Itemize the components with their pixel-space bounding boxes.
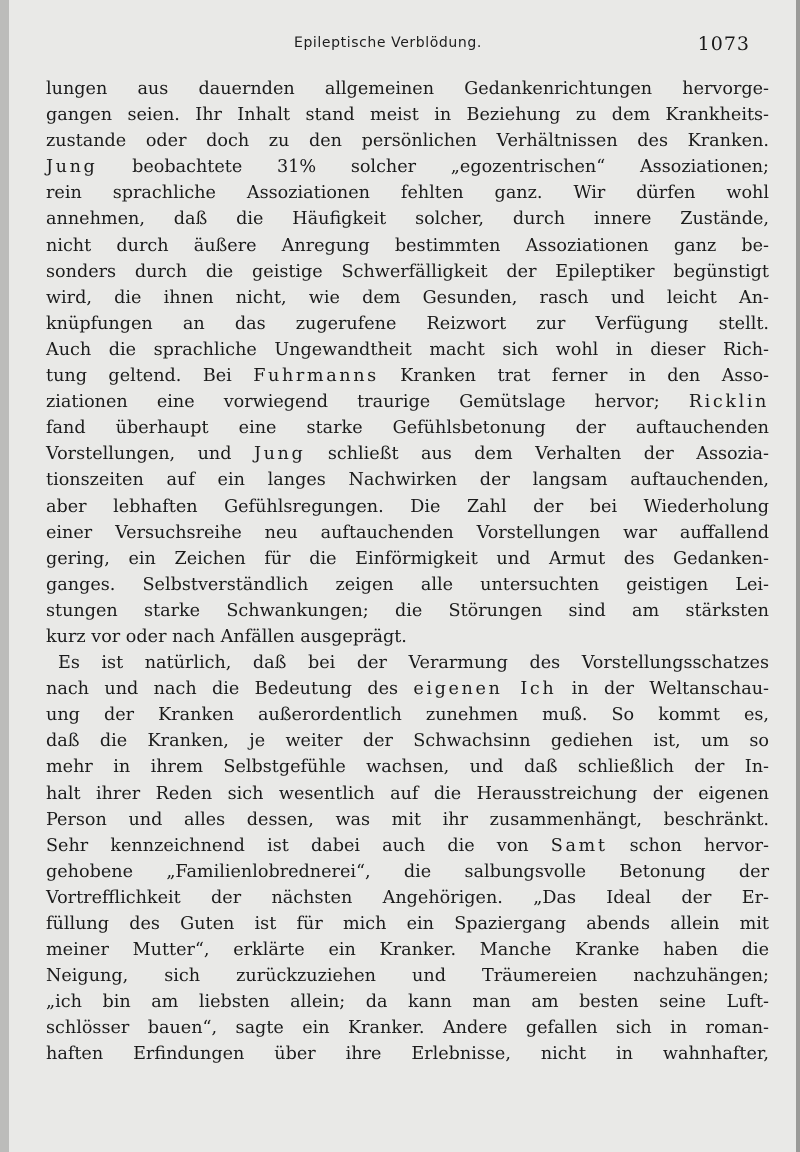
text-line: Neigung, sich zurückzuziehen und Träumereien nachzuhängen;	[46, 966, 769, 987]
spaced-name: Ricklin	[688, 392, 769, 413]
text-line: Sehr kennzeichnend ist dabei auch die von Samt schon hervor-	[46, 835, 769, 856]
text-line: daß die Kranken, je weiter der Schwachsinn gediehen ist, um so	[46, 731, 769, 752]
text-line: „ich bin am liebsten allein; da kann man am besten seine Luft-	[46, 992, 769, 1013]
text-line: nach und nach die Bedeutung des eigenen Ich in der Weltanschau-	[46, 679, 769, 700]
text-line: fand überhaupt eine starke Gefühlsbetonung der auftauchenden	[46, 418, 769, 439]
spaced-name: Fuhrmanns	[253, 366, 379, 387]
text-line: sonders durch die geistige Schwerfälligkeit der Epileptiker begünstigt	[46, 261, 769, 282]
text-line: tung geltend. Bei Fuhrmanns Kranken trat ferner in den Asso-	[46, 366, 769, 387]
text-line: stungen starke Schwankungen; die Störungen sind am stärksten	[46, 600, 769, 621]
text-line: zustande oder doch zu den persönlichen Verhältnissen des Kranken.	[46, 131, 769, 152]
text-line: wird, die ihnen nicht, wie dem Gesunden, rasch und leicht An-	[46, 287, 769, 308]
text-line: ung der Kranken außerordentlich zunehmen muß. So kommt es,	[46, 705, 769, 726]
text-line: tionszeiten auf ein langes Nachwirken der langsam auftauchenden,	[46, 470, 769, 491]
text-line: rein sprachliche Assoziationen fehlten ganz. Wir dürfen wohl	[46, 183, 769, 204]
text-line: aber lebhaften Gefühlsregungen. Die Zahl der bei Wiederholung	[46, 496, 769, 517]
text-line: halt ihrer Reden sich wesentlich auf die Herausstreichung der eigenen	[46, 783, 769, 804]
text-line: gering, ein Zeichen für die Einförmigkeit und Armut des Gedanken-	[46, 548, 769, 569]
text-line: annehmen, daß die Häufigkeit solcher, durch innere Zustände,	[46, 209, 769, 230]
running-title: Epileptische Verblödung.	[294, 35, 482, 51]
paragraph-end-line: kurz vor oder nach Anfällen ausgeprägt.	[46, 626, 407, 647]
text-line: Auch die sprachliche Ungewandtheit macht sich wohl in dieser Rich-	[46, 339, 769, 360]
spaced-name: Samt	[550, 835, 608, 856]
text-line: Vortrefflichkeit der nächsten Angehörigen. „Das Ideal der Er-	[46, 887, 769, 908]
text-line: Jung beobachtete 31% solcher „egozentrischen“ Assoziationen;	[46, 157, 769, 178]
text-line: einer Versuchsreihe neu auftauchenden Vorstellungen war auffallend	[46, 522, 769, 543]
text-line: gehobene „Familienlobrednerei“, die salbungsvolle Betonung der	[46, 861, 769, 882]
text-line: mehr in ihrem Selbstgefühle wachsen, und daß schließlich der In-	[46, 757, 769, 778]
text-line: schlösser bauen“, sagte ein Kranker. Andere gefallen sich in roman-	[46, 1018, 769, 1039]
text-line: knüpfungen an das zugerufene Reizwort zur Verfügung stellt.	[46, 313, 769, 334]
body-text	[46, 76, 769, 1068]
text-line: lungen aus dauernden allgemeinen Gedankenrichtungen hervorge-	[46, 79, 769, 99]
text-line: Person und alles dessen, was mit ihr zusammenhängt, beschränkt.	[46, 809, 769, 830]
page-number: 1073	[697, 33, 750, 55]
text-line: haften Erfindungen über ihre Erlebnisse, nicht in wahnhafter,	[46, 1044, 769, 1065]
spaced-name: Jung	[46, 157, 98, 178]
page-header	[9, 33, 796, 61]
text-line: ganges. Selbstverständlich zeigen alle untersuchten geistigen Lei-	[46, 574, 769, 595]
text-line: nicht durch äußere Anregung bestimmten Assoziationen ganz be-	[46, 235, 769, 256]
text-line: ziationen eine vorwiegend traurige Gemütslage hervor; Ricklin	[46, 392, 769, 413]
text-line: meiner Mutter“, erklärte ein Kranker. Manche Kranke haben die	[46, 940, 769, 961]
spaced-name: eigenen Ich	[413, 679, 557, 700]
paragraph-start-line: Es ist natürlich, daß bei der Verarmung des Vorstellungsschatzes	[58, 653, 769, 674]
text-line: gangen seien. Ihr Inhalt stand meist in Beziehung zu dem Krankheits-	[46, 105, 769, 126]
text-line: Vorstellungen, und Jung schließt aus dem Verhalten der Assozia-	[46, 444, 769, 465]
spaced-name: Jung	[253, 444, 306, 465]
text-line: füllung des Guten ist für mich ein Spaziergang abends allein mit	[46, 914, 769, 934]
